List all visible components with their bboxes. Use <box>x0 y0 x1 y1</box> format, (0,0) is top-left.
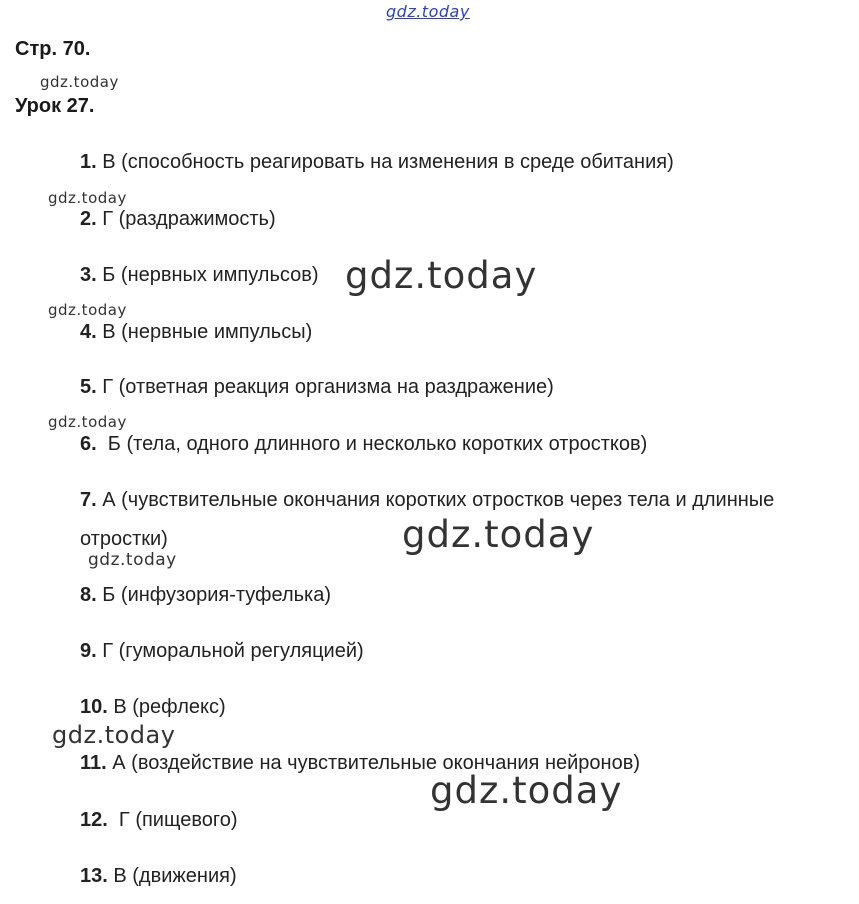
answer-number: 13. <box>80 865 108 887</box>
answer-number: 1. <box>80 151 97 173</box>
answer-text: Г (ответная реакция организма на раздражение) <box>96 376 554 398</box>
watermark: gdz.today <box>48 189 127 207</box>
answer-number: 4. <box>80 321 97 343</box>
answer-8 <box>80 583 331 607</box>
watermark: gdz.today <box>40 73 119 91</box>
answer-number: 7. <box>80 489 97 511</box>
answer-6 <box>80 432 647 456</box>
answer-text: В (способность реагировать на изменения в среде обитания) <box>96 151 674 173</box>
answer-text: Б (нервных импульсов) <box>96 264 319 286</box>
watermark-top: gdz.today <box>386 2 470 21</box>
answer-number: 3. <box>80 264 97 286</box>
answer-7 <box>80 488 774 512</box>
answer-2 <box>80 207 276 231</box>
watermark: gdz.today <box>88 550 177 570</box>
answer-text: Г (пищевого) <box>107 809 238 831</box>
answer-7-continued: отростки) <box>80 528 168 550</box>
lesson-heading: Урок 27. <box>15 95 95 117</box>
answer-4 <box>80 320 312 344</box>
watermark: gdz.today <box>48 413 127 431</box>
answer-1 <box>80 150 674 174</box>
answer-text: Б (инфузория-туфелька) <box>96 584 332 606</box>
answer-10 <box>80 695 226 719</box>
answer-number: 5. <box>80 376 97 398</box>
answer-12 <box>80 808 238 832</box>
watermark: gdz.today <box>345 254 538 297</box>
answer-number: 2. <box>80 208 97 230</box>
page-number-heading: Стр. 70. <box>15 38 91 60</box>
watermark: gdz.today <box>430 769 623 812</box>
answer-number: 12. <box>80 809 108 831</box>
answer-text: А (воздействие на чувствительные окончания нейронов) <box>106 752 640 774</box>
answer-number: 6. <box>80 433 97 455</box>
answer-number: 10. <box>80 696 108 718</box>
answer-text: Б (тела, одного длинного и несколько коротких отростков) <box>96 433 648 455</box>
watermark: gdz.today <box>402 513 595 556</box>
answer-9 <box>80 639 364 663</box>
answer-number: 8. <box>80 584 97 606</box>
answer-text: В (нервные импульсы) <box>96 321 313 343</box>
answer-text: Г (гуморальной регуляцией) <box>96 640 364 662</box>
answer-text: В (рефлекс) <box>107 696 226 718</box>
answer-13 <box>80 864 237 888</box>
watermark: gdz.today <box>52 721 176 749</box>
answer-3 <box>80 263 319 287</box>
answer-text: А (чувствительные окончания коротких отростков через тела и длинные <box>96 489 775 511</box>
answer-text: В (движения) <box>107 865 237 887</box>
answer-text: Г (раздражимость) <box>96 208 276 230</box>
answer-5 <box>80 375 554 399</box>
watermark: gdz.today <box>48 301 127 319</box>
answer-number: 9. <box>80 640 97 662</box>
answer-number: 11. <box>80 752 107 774</box>
